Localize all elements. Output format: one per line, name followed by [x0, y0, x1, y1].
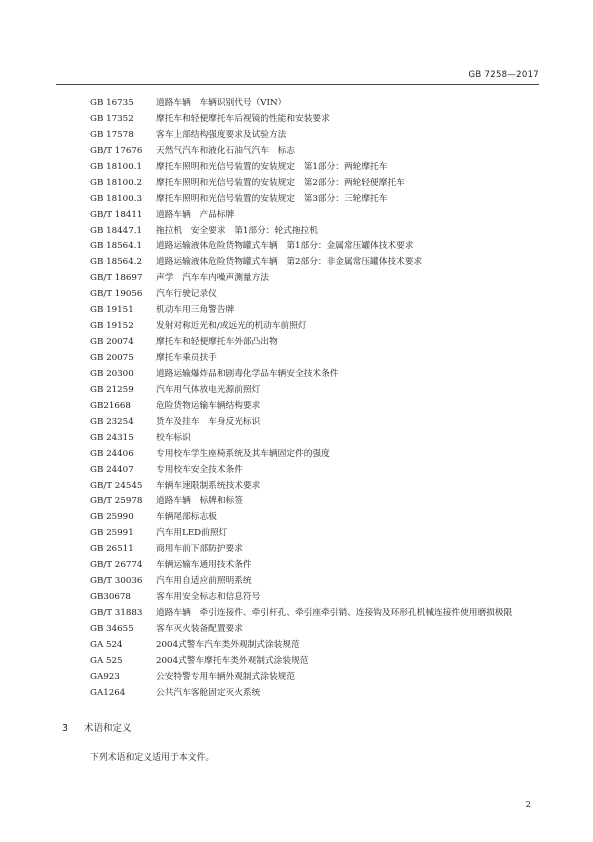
reference-code: GB 18564.1	[90, 241, 143, 252]
reference-item	[90, 351, 550, 367]
reference-code: GA923	[90, 671, 120, 682]
reference-title: 道路车辆 车辆识别代号（VIN）	[156, 98, 287, 108]
reference-item	[90, 463, 550, 479]
reference-code: GB21668	[90, 400, 131, 411]
reference-item	[90, 510, 550, 526]
reference-item	[90, 447, 550, 463]
reference-item	[90, 255, 550, 271]
reference-title: 道路车辆 标牌和标签	[156, 496, 243, 507]
reference-title: 车辆尾部标志板	[156, 512, 217, 523]
reference-item	[90, 112, 550, 128]
reference-title: 汽车行驶记录仪	[156, 289, 217, 300]
reference-item	[90, 335, 550, 351]
reference-code: GB30678	[90, 592, 131, 603]
reference-title: 2004式警车汽车类外观制式涂装规范	[156, 639, 300, 650]
reference-item	[90, 176, 550, 192]
section-title: 术语和定义	[84, 723, 132, 734]
reference-code: GB 20075	[90, 353, 134, 363]
reference-code: GB/T 26774	[90, 560, 143, 571]
reference-code: GB 24315	[90, 432, 134, 443]
reference-item	[90, 96, 550, 112]
reference-item	[90, 287, 550, 303]
reference-code: GB 17578	[90, 129, 134, 140]
reference-title: 汽车用气体放电光源前照灯	[156, 384, 261, 395]
reference-item	[90, 128, 550, 144]
reference-title: 天然气汽车和液化石油气汽车 标志	[156, 145, 295, 156]
reference-item	[90, 415, 550, 431]
reference-item	[90, 271, 550, 287]
standard-id-header: GB 7258—2017	[468, 70, 539, 80]
reference-title: 汽车用自适应前照明系统	[156, 576, 252, 587]
reference-code: GA 524	[90, 639, 123, 650]
reference-code: GB 21259	[90, 384, 134, 395]
reference-code: GB 18100.2	[90, 177, 143, 188]
body-paragraph: 下列术语和定义适用于本文件。	[90, 753, 215, 763]
reference-title: 摩托车和轻便摩托车外部凸出物	[156, 337, 278, 348]
reference-item	[90, 670, 550, 686]
reference-title: 摩托车照明和光信号装置的安装规定 第1部分：两轮摩托车	[156, 161, 388, 172]
reference-item	[90, 558, 550, 574]
reference-item	[90, 367, 550, 383]
reference-title: 拖拉机 安全要求 第1部分：轮式拖拉机	[156, 225, 318, 236]
reference-code: GB 18447.1	[90, 225, 143, 236]
reference-item	[90, 160, 550, 176]
reference-code: GB 17352	[90, 113, 134, 124]
reference-item	[90, 542, 550, 558]
reference-item	[90, 224, 550, 240]
reference-title: 公安特警专用车辆外观制式涂装规范	[156, 671, 295, 682]
reference-code: GB/T 17676	[90, 145, 143, 156]
reference-code: GB 26511	[90, 544, 134, 555]
reference-code: GB/T 24545	[90, 480, 143, 491]
reference-code: GB 16735	[90, 98, 134, 108]
reference-title: 摩托车乘员扶手	[156, 353, 217, 363]
reference-code: GB 25990	[90, 512, 134, 523]
reference-code: GB 18100.3	[90, 193, 143, 204]
reference-item	[90, 144, 550, 160]
reference-item	[90, 638, 550, 654]
reference-title: 车辆运输车通用技术条件	[156, 560, 252, 571]
reference-item	[90, 208, 550, 224]
reference-item	[90, 192, 550, 208]
reference-code: GB 24407	[90, 464, 134, 475]
reference-code: GB 20074	[90, 337, 134, 348]
reference-title: 摩托车照明和光信号装置的安装规定 第2部分：两轮轻便摩托车	[156, 177, 405, 188]
reference-title: 专用校车安全技术条件	[156, 464, 243, 475]
reference-item	[90, 494, 550, 510]
normative-references-list	[90, 96, 550, 702]
section-heading	[62, 720, 132, 734]
reference-item	[90, 606, 550, 622]
reference-title: 商用车前下部防护要求	[156, 544, 243, 555]
reference-title: 校车标识	[156, 432, 191, 443]
reference-item	[90, 479, 550, 495]
reference-item	[90, 526, 550, 542]
reference-item	[90, 431, 550, 447]
reference-code: GB 18564.2	[90, 257, 143, 268]
reference-code: GB/T 19056	[90, 289, 143, 300]
reference-item	[90, 654, 550, 670]
reference-item	[90, 383, 550, 399]
reference-title: 专用校车学生座椅系统及其车辆固定件的强度	[156, 448, 330, 459]
reference-code: GB 18100.1	[90, 161, 143, 172]
reference-item	[90, 574, 550, 590]
reference-title: 汽车用LED前照灯	[156, 528, 228, 539]
reference-code: GB 34655	[90, 623, 134, 634]
page-number: 2	[525, 800, 531, 810]
reference-item	[90, 622, 550, 638]
reference-item	[90, 399, 550, 415]
reference-title: 危险货物运输车辆结构要求	[156, 400, 261, 411]
reference-item	[90, 303, 550, 319]
reference-title: 公共汽车客舱固定灭火系统	[156, 687, 261, 698]
section-number: 3	[62, 723, 69, 734]
reference-title: 客车上部结构强度要求及试验方法	[156, 129, 287, 140]
reference-title: 道路车辆 牵引连接件、牵引杆孔、牵引座牵引销、连接钩及环形孔机械连接件使用磨损极限	[156, 608, 513, 618]
reference-code: GB/T 31883	[90, 608, 143, 618]
reference-title: 2004式警车摩托车类外观制式涂装规范	[156, 655, 309, 666]
reference-code: GB 19152	[90, 321, 134, 332]
reference-code: GB/T 18697	[90, 273, 143, 284]
header-rule	[56, 84, 539, 85]
reference-code: GB/T 25978	[90, 496, 143, 507]
reference-title: 道路运输液体危险货物罐式车辆 第1部分：金属常压罐体技术要求	[156, 241, 414, 252]
reference-code: GB 24406	[90, 448, 134, 459]
reference-title: 道路运输爆炸品和剧毒化学品车辆安全技术条件	[156, 368, 339, 379]
reference-code: GB 19151	[90, 305, 134, 316]
reference-code: GB/T 18411	[90, 209, 143, 220]
reference-title: 摩托车照明和光信号装置的安装规定 第3部分：三轮摩托车	[156, 193, 388, 204]
reference-item	[90, 239, 550, 255]
reference-code: GB 25991	[90, 528, 134, 539]
reference-code: GB 20300	[90, 368, 134, 379]
reference-title: 车辆车速限制系统技术要求	[156, 480, 261, 491]
reference-item	[90, 590, 550, 606]
reference-title: 机动车用三角警告牌	[156, 305, 235, 316]
reference-title: 货车及挂车 车身反光标识	[156, 416, 261, 427]
reference-title: 声学 汽车车内噪声测量方法	[156, 273, 269, 284]
reference-item	[90, 686, 550, 702]
reference-title: 道路运输液体危险货物罐式车辆 第2部分：非金属常压罐体技术要求	[156, 257, 423, 268]
reference-code: GB 23254	[90, 416, 134, 427]
reference-title: 发射对称近光和/或远光的机动车前照灯	[156, 321, 307, 332]
reference-item	[90, 319, 550, 335]
reference-title: 道路车辆 产品标牌	[156, 209, 235, 220]
reference-code: GA1264	[90, 687, 126, 698]
reference-title: 客车用安全标志和信息符号	[156, 592, 261, 603]
reference-code: GA 525	[90, 655, 123, 666]
reference-title: 摩托车和轻便摩托车后视镜的性能和安装要求	[156, 113, 330, 124]
reference-code: GB/T 30036	[90, 576, 143, 587]
reference-title: 客车灭火装备配置要求	[156, 623, 243, 634]
